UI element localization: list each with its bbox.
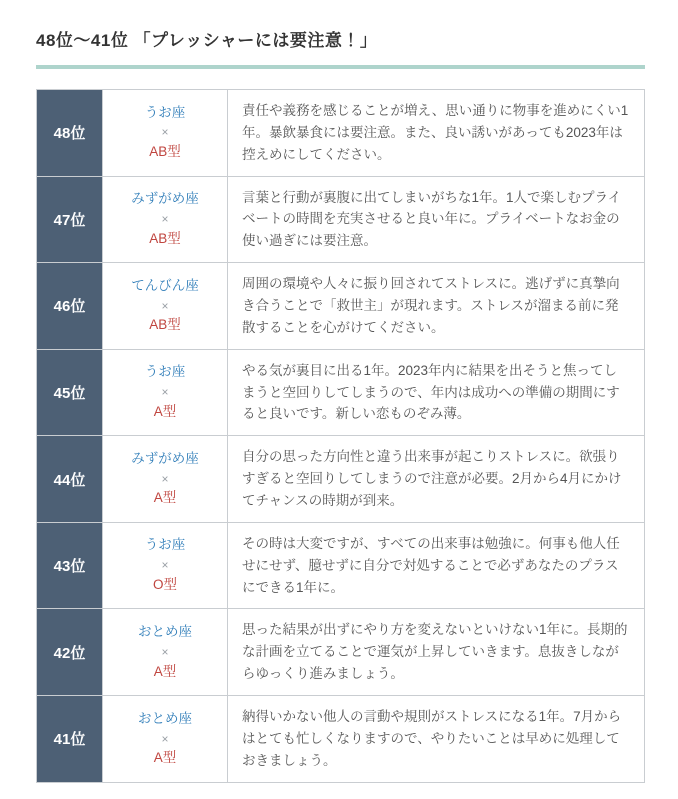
description-cell: 思った結果が出ずにやり方を変えないといけない1年に。長期的な計画を立てることで運気が上昇していきます。息抜きしながらゆっくり進みましょう。 — [228, 609, 645, 696]
cross-symbol: × — [161, 558, 169, 573]
combo-cell — [103, 696, 228, 783]
rank-cell: 45位 — [37, 349, 103, 436]
zodiac-link[interactable]: うお座 — [144, 364, 186, 380]
cross-symbol: × — [161, 298, 169, 313]
cross-symbol: × — [161, 212, 169, 227]
ranking-table — [36, 89, 645, 783]
rank-cell: 48位 — [37, 90, 103, 177]
cross-symbol: × — [161, 731, 169, 746]
description-cell: その時は大変ですが、すべての出来事は勉強に。何事も他人任せにせず、臆せずに自分で対処することで必ずあなたのプラスにできる1年に。 — [228, 522, 645, 609]
table-row — [37, 349, 645, 436]
description-cell: 責任や義務を感じることが増え、思い通りに物事を進めにくい1年。暴飲暴食には要注意。また、良い誘いがあっても2023年は控えめにしてください。 — [228, 90, 645, 177]
table-row — [37, 436, 645, 523]
cross-symbol: × — [161, 471, 169, 486]
table-row — [37, 696, 645, 783]
zodiac-link[interactable]: てんびん座 — [131, 277, 199, 293]
combo-cell — [103, 436, 228, 523]
combo-cell — [103, 349, 228, 436]
blood-type-link[interactable]: A型 — [153, 490, 177, 506]
rank-cell: 44位 — [37, 436, 103, 523]
combo-cell — [103, 609, 228, 696]
cross-symbol: × — [161, 385, 169, 400]
rank-cell: 46位 — [37, 263, 103, 350]
zodiac-link[interactable]: みずがめ座 — [131, 191, 199, 207]
combo-cell — [103, 522, 228, 609]
rank-cell: 43位 — [37, 522, 103, 609]
description-cell: 自分の思った方向性と違う出来事が起こりストレスに。欲張りすぎると空回りしてしまうので注意が必要。2月から4月にかけてチャンスの時期が到来。 — [228, 436, 645, 523]
blood-type-link[interactable]: A型 — [153, 750, 177, 766]
cross-symbol: × — [161, 125, 169, 140]
zodiac-link[interactable]: おとめ座 — [138, 624, 192, 640]
rank-cell: 41位 — [37, 696, 103, 783]
rank-cell: 47位 — [37, 176, 103, 263]
blood-type-link[interactable]: AB型 — [149, 230, 181, 246]
table-row — [37, 522, 645, 609]
description-cell: 納得いかない他人の言動や規則がストレスになる1年。7月からはとても忙しくなりますので、やりたいことは早めに処理しておきましょう。 — [228, 696, 645, 783]
combo-cell — [103, 90, 228, 177]
table-row — [37, 263, 645, 350]
table-row — [37, 609, 645, 696]
combo-cell — [103, 176, 228, 263]
page-title: 48位〜41位 「プレッシャーには要注意！」 — [36, 31, 378, 50]
description-cell: 言葉と行動が裏腹に出てしまいがちな1年。1人で楽しむプライベートの時間を充実させると良い年に。プライベートなお金の使い過ぎには要注意。 — [228, 176, 645, 263]
description-cell: 周囲の環境や人々に振り回されてストレスに。逃げずに真摯向き合うことで「救世主」が現れます。ストレスが溜まる前に発散することを心がけてください。 — [228, 263, 645, 350]
blood-type-link[interactable]: A型 — [153, 663, 177, 679]
cross-symbol: × — [161, 644, 169, 659]
description-cell: やる気が裏目に出る1年。2023年内に結果を出そうと焦ってしまうと空回りしてしまうので、年内は成功への準備の期間にすると良いです。新しい恋ものぞみ薄。 — [228, 349, 645, 436]
blood-type-link[interactable]: AB型 — [149, 144, 181, 160]
zodiac-link[interactable]: みずがめ座 — [131, 450, 199, 466]
table-row — [37, 176, 645, 263]
rank-cell: 42位 — [37, 609, 103, 696]
title-underline — [36, 65, 645, 69]
combo-cell — [103, 263, 228, 350]
zodiac-link[interactable]: うお座 — [144, 537, 186, 553]
blood-type-link[interactable]: A型 — [153, 403, 177, 419]
zodiac-link[interactable]: うお座 — [144, 104, 186, 120]
blood-type-link[interactable]: AB型 — [149, 317, 181, 333]
blood-type-link[interactable]: O型 — [152, 576, 177, 592]
table-row — [37, 90, 645, 177]
zodiac-link[interactable]: おとめ座 — [138, 710, 192, 726]
